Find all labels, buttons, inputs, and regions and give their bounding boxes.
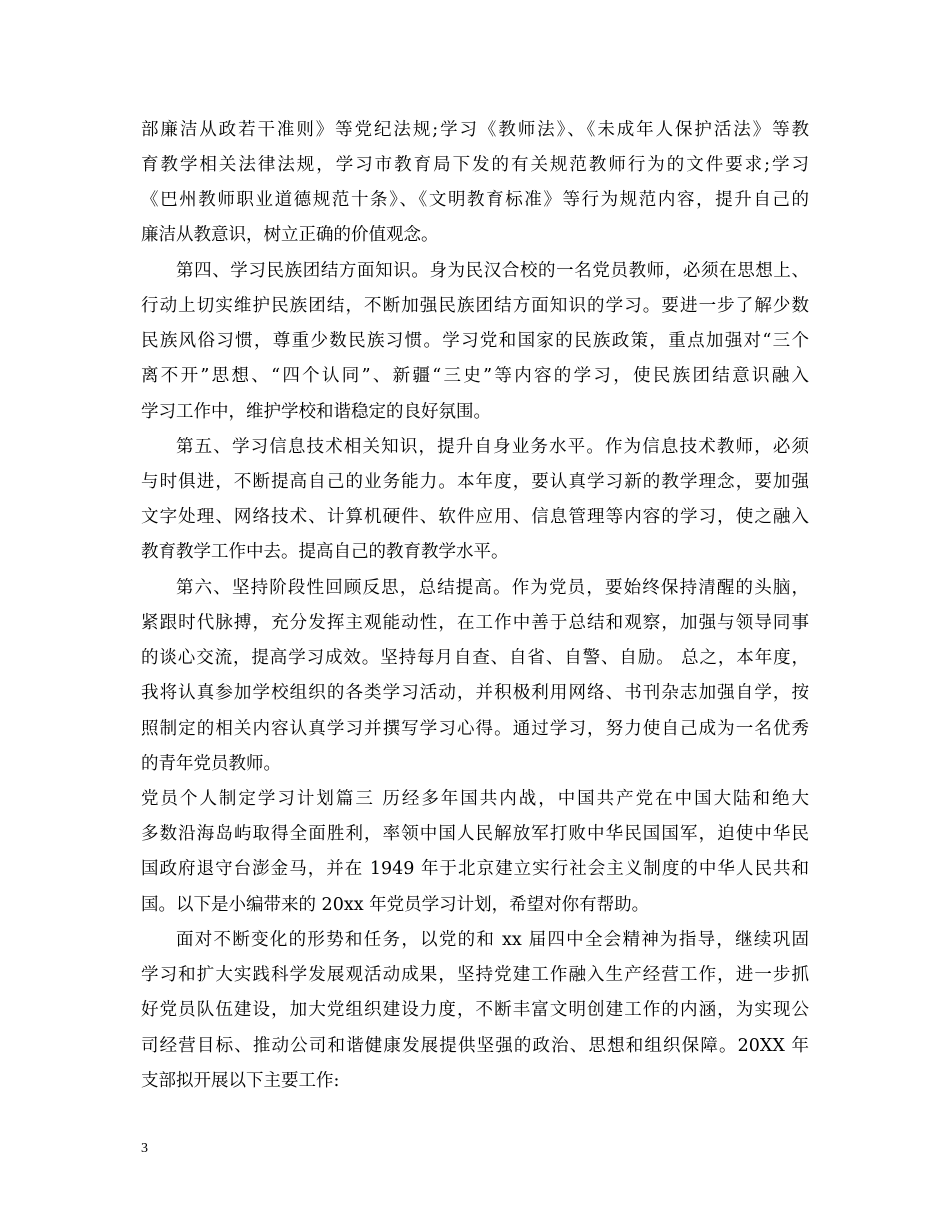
- body-line: 文字处理、网络技术、计算机硬件、软件应用、信息管理等内容的学习，使之融入: [141, 507, 809, 527]
- page-number: 3: [141, 1141, 148, 1156]
- paragraph-line: 面对不断变化的形势和任务，以党的和 xx 届四中全会精神为指导，继续巩固: [176, 930, 809, 950]
- body-line: 与时俱进，不断提高自己的业务能力。本年度，要认真学习新的教学理念，要加强: [141, 472, 809, 492]
- body-line: 学习和扩大实践科学发展观活动成果，坚持党建工作融入生产经营工作，进一步抓: [141, 965, 809, 985]
- body-line: 《巴州教师职业道德规范十条》、《文明教育标准》等行为规范内容，提升自己的: [141, 190, 809, 210]
- body-line: 司经营目标、推动公司和谐健康发展提供坚强的政治、思想和组织保障。20XX 年: [141, 1036, 809, 1056]
- body-line: 紧跟时代脉搏，充分发挥主观能动性，在工作中善于总结和观察，加强与领导同事: [141, 613, 809, 633]
- body-line: 多数沿海岛屿取得全面胜利，率领中国人民解放军打败中华民国国军，迫使中华民: [141, 824, 809, 844]
- body-line: 支部拟开展以下主要工作:: [141, 1071, 340, 1091]
- body-line: 部廉洁从政若干准则》等党纪法规;学习《教师法》、《未成年人保护活法》等教: [141, 120, 809, 140]
- body-line: 教育教学工作中去。提高自己的教育教学水平。: [141, 542, 509, 562]
- body-line: 育教学相关法律法规，学习市教育局下发的有关规范教师行为的文件要求;学习: [141, 155, 809, 175]
- body-line: 照制定的相关内容认真学习并撰写学习心得。通过学习，努力使自己成为一名优秀: [141, 719, 809, 739]
- body-line: 国。以下是小编带来的 20xx 年党员学习计划，希望对你有帮助。: [141, 895, 650, 915]
- paragraph-5-line: 第五、学习信息技术相关知识，提升自身业务水平。作为信息技术教师，必须: [176, 437, 809, 457]
- body-line: 离不开”思想、“四个认同”、新疆“三史”等内容的学习，使民族团结意识融入: [141, 366, 809, 386]
- body-line: 行动上切实维护民族团结，不断加强民族团结方面知识的学习。要进一步了解少数: [141, 296, 809, 316]
- paragraph-6-line: 第六、坚持阶段性回顾反思，总结提高。作为党员，要始终保持清醒的头脑，: [176, 578, 809, 598]
- body-line: 国政府退守台澎金马，并在 1949 年于北京建立实行社会主义制度的中华人民共和: [141, 859, 809, 879]
- paragraph-4-line: 第四、学习民族团结方面知识。身为民汉合校的一名党员教师，必须在思想上、: [176, 261, 809, 281]
- body-line: 学习工作中，维护学校和谐稳定的良好氛围。: [141, 402, 491, 422]
- body-line: 的谈心交流，提高学习成效。坚持每月自查、自省、自警、自励。 总之，本年度，: [141, 648, 809, 668]
- body-line: 好党员队伍建设，加大党组织建设力度，不断丰富文明创建工作的内涵，为实现公: [141, 1000, 809, 1020]
- body-line: 的青年党员教师。: [141, 754, 281, 774]
- section-heading-line: 党员个人制定学习计划篇三 历经多年国共内战，中国共产党在中国大陆和绝大: [141, 789, 809, 809]
- body-line: 我将认真参加学校组织的各类学习活动，并积极利用网络、书刊杂志加强自学，按: [141, 683, 809, 703]
- body-line: 廉洁从教意识，树立正确的价值观念。: [141, 225, 439, 245]
- body-line: 民族风俗习惯，尊重少数民族习惯。学习党和国家的民族政策，重点加强对“三个: [141, 331, 809, 351]
